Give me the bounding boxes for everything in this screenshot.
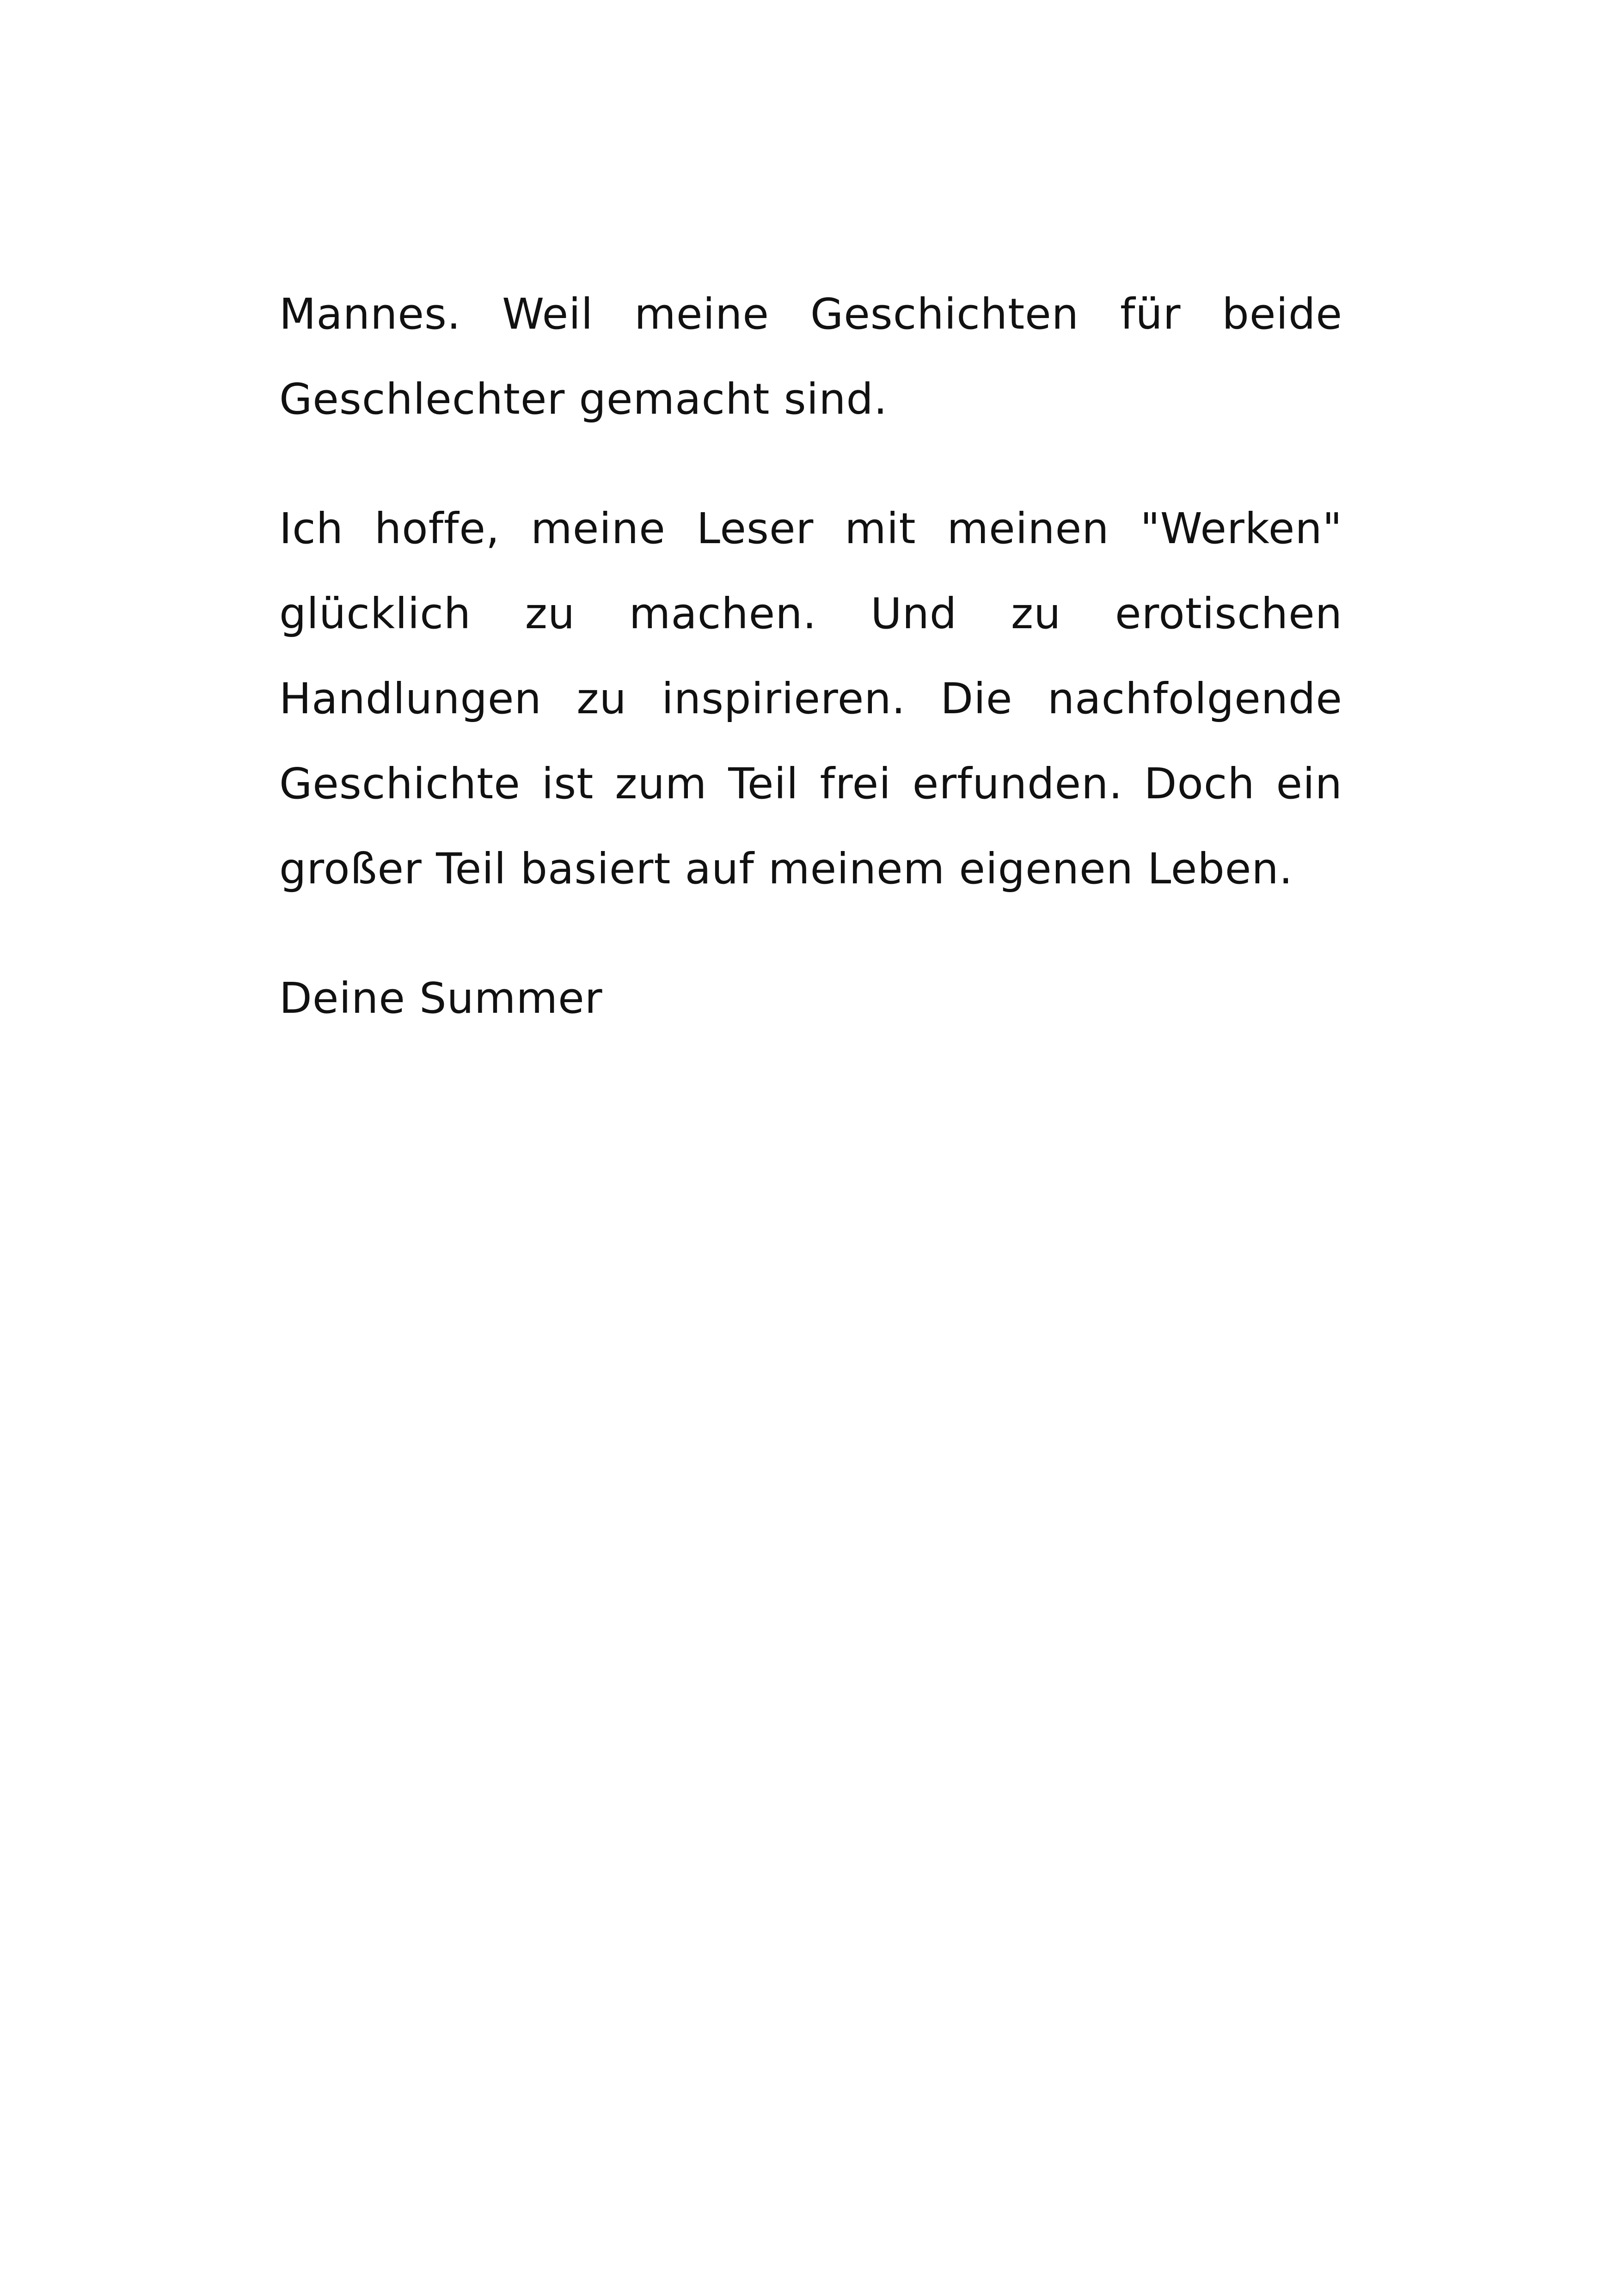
paragraph: Ich hoffe, meine Leser mit meinen "Werken" glücklich zu machen. Und zu erotischen Handlungen zu inspirieren. Die nachfolgende Geschichte ist zum Teil frei erfunden. Doch ein großer Teil basiert auf meinem eigenen Leben. xyxy=(279,504,1342,894)
signature: Deine Summer xyxy=(279,974,603,1023)
body-text xyxy=(279,272,1342,1085)
paragraph: Mannes. Weil meine Geschichten für beide Geschlechter gemacht sind. xyxy=(279,289,1342,424)
